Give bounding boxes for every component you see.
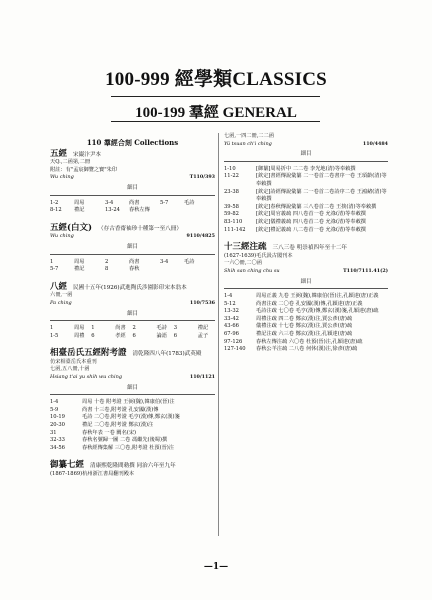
call-number: 9110/4825 bbox=[186, 233, 215, 240]
contents-entry: 3-4 毛詩 bbox=[160, 258, 195, 265]
contents-label: 細目 bbox=[127, 243, 138, 250]
entry-pa-ching bbox=[50, 281, 215, 341]
entry-romanization: Hsiang t'ai yu shih wu ching bbox=[50, 374, 123, 381]
entry-volumes: 一六〇冊,二〇函 bbox=[224, 260, 262, 267]
page-title: 100-999 經學類CLASSICS bbox=[105, 69, 327, 90]
contents-entry: 6 孝經 bbox=[91, 332, 126, 339]
call-number: 110/4484 bbox=[362, 140, 388, 147]
entry-name: 五經(白文) bbox=[50, 222, 93, 233]
entry-edition: 清康熙乾隆間勅撰 同治六年至九年 bbox=[90, 463, 176, 470]
contents-row: 59-82 [欽定]周官義疏 四八卷首一卷 允祿(清)等奉敕撰 bbox=[224, 211, 366, 218]
entry-header bbox=[50, 222, 215, 234]
call-number: 110/7536 bbox=[189, 299, 215, 306]
contents-entry: 2 尚書 bbox=[105, 258, 140, 265]
contents-label: 細目 bbox=[300, 278, 312, 285]
entry-volumes: 六冊,一函 bbox=[50, 292, 73, 299]
entry-header bbox=[50, 462, 215, 471]
contents-row: 67-96 禮記注疏 六三卷 鄭玄(漢)注,孔穎達(唐)疏 bbox=[224, 331, 353, 338]
entry-name: 八經 bbox=[50, 281, 68, 292]
entry-romanization: Wu ching bbox=[50, 174, 74, 181]
contents-entry: 6 孟子 bbox=[173, 332, 209, 339]
contents-row: 32-33 春秋名號歸一圖 二卷 馮繼先(後蜀)撰 bbox=[50, 437, 168, 444]
contents-row: 111-142 [欽定]禮記義疏 八二卷首一卷 允祿(清)等奉敕撰 bbox=[224, 226, 366, 233]
contents-entry: 3-4 尚書 bbox=[105, 199, 140, 206]
contents-row: 31 春秋年表 一卷 闕名(宋) bbox=[50, 429, 137, 436]
contents-entry: 13-24 春秋左傳 bbox=[105, 207, 150, 214]
divider bbox=[50, 254, 215, 255]
entry-romanization: Wu ching bbox=[50, 233, 74, 240]
entry-name: 十三經注疏 bbox=[224, 242, 267, 253]
entry-header bbox=[50, 281, 215, 293]
divider bbox=[224, 161, 388, 162]
page-number: —1— bbox=[203, 562, 229, 572]
contents-entry: 5-7 禮記 bbox=[50, 266, 85, 273]
entry-yu-tsuan-continued bbox=[224, 133, 388, 234]
contents-label: 細目 bbox=[127, 184, 138, 191]
contents-entry: 1-2 周易 bbox=[50, 199, 85, 206]
contents-row: 43-66 儀禮注疏 十七卷 鄭玄(漢)注,賈公彥(唐)疏 bbox=[224, 323, 353, 330]
entry-wu-ching-baiwen bbox=[50, 222, 215, 274]
contents-label: 細目 bbox=[127, 310, 138, 317]
entry-header bbox=[224, 244, 388, 253]
contents-row: 20-30 禮記 二〇卷,附考證 鄭玄(漢)注 bbox=[50, 422, 154, 429]
entry-note: (1867-1869)杭州浙江書局翻刊殿本 bbox=[50, 471, 135, 477]
contents-grid bbox=[50, 325, 215, 340]
contents-entry: 1 周易 bbox=[50, 258, 85, 265]
right-column bbox=[224, 133, 388, 364]
contents-row: 10-19 毛詩 二〇卷,附考證 毛亨(漢)傳,鄭玄(漢)箋 bbox=[50, 414, 180, 421]
contents-entry: 1 周易 bbox=[50, 325, 85, 332]
entry-romanization: Shih san ching chu su bbox=[224, 267, 280, 274]
call-number: T110/7111.41(2) bbox=[343, 267, 388, 274]
divider bbox=[50, 320, 215, 321]
contents-row: 13-32 毛詩注疏 七〇卷 毛亨(漢)傳,鄭玄(漢)箋,孔穎達(唐)疏 bbox=[224, 308, 379, 315]
contents-entry: 5-7 毛詩 bbox=[160, 199, 195, 206]
contents-entry: 1-5 周禮 bbox=[50, 332, 85, 339]
contents-grid bbox=[50, 200, 215, 215]
contents-row: 127-140 春秋公羊注疏 二八卷 何休(漢)注,徐彥(唐)疏 bbox=[224, 346, 358, 353]
top-rule bbox=[111, 96, 320, 97]
contents-row: 5-12 尚書注疏 二〇卷 孔安國(漢)傳,孔穎達(唐)正義 bbox=[224, 300, 363, 307]
entry-volumes: 七函,五八冊,十函 bbox=[50, 366, 90, 373]
contents-label: 細目 bbox=[127, 384, 138, 391]
entry-edition: 清乾隆四八年(1783)武英殿 bbox=[132, 351, 202, 358]
contents-label: 細目 bbox=[300, 151, 312, 158]
contents-entry: 1 尚書 bbox=[91, 325, 126, 332]
entry-romanization: Yü tsuan ch'i ching bbox=[224, 140, 272, 147]
contents-row: 1-4 周易 十卷 附考證 王弼(魏),韓康伯(晉)注 bbox=[50, 399, 175, 406]
entry-hsiang-tai bbox=[50, 350, 215, 452]
entry-edition: 民國十五年(1926)武進陶氏涉園影印宋本翁本 bbox=[73, 284, 187, 291]
entry-header bbox=[50, 350, 215, 359]
contents-entry: 8 春秋 bbox=[105, 266, 140, 273]
left-column bbox=[50, 133, 215, 489]
divider bbox=[50, 195, 215, 196]
contents-row: 97-126 春秋左傳注疏 六〇卷 杜預(晉)注,孔穎達(唐)疏 bbox=[224, 338, 363, 345]
entry-shih-san-ching bbox=[224, 244, 388, 354]
entry-edition: 宋巖汴尹本 bbox=[73, 151, 101, 158]
contents-row: 1-4 周易正義 九卷 王弼(魏),韓康伯(晉)注,孔穎達(唐)正義 bbox=[224, 293, 379, 300]
entry-volumes: 天Q.,二函第,二冊 bbox=[50, 159, 91, 166]
contents-row: 5-9 尚書 十三卷,附考證 孔安國(漢)傳 bbox=[50, 406, 159, 413]
contents-row: 1-10 [御纂]周易折中 二二卷 李光地(清)等奉敕撰 bbox=[224, 165, 356, 172]
entry-header bbox=[50, 148, 215, 160]
entry-volumes: 七函,一四二冊,二二函 bbox=[224, 133, 274, 139]
contents-entry: 3 禮記 bbox=[173, 325, 209, 332]
contents-grid bbox=[50, 259, 215, 274]
divider bbox=[224, 288, 388, 289]
contents-row: 83-110 [欽定]儀禮義疏 四八卷首二卷 允祿(清)等奉敕撰 bbox=[224, 218, 366, 225]
contents-row: 11-22 [欽定]書經傳說彙纂 二一卷首二卷書序一卷 王頊齡(清)等奉敕撰 bbox=[224, 173, 387, 187]
call-number: T110/393 bbox=[189, 174, 215, 181]
contents-row: 33-42 周禮注疏 四二卷 鄭玄(漢)注,賈公彥(唐)疏 bbox=[224, 315, 353, 322]
entry-wu-ching bbox=[50, 148, 215, 215]
section-title: 100-199 羣經 GENERAL bbox=[135, 105, 297, 121]
sub-heading: 110 羣經合刻 Collections bbox=[86, 138, 179, 147]
entry-name: 五經 bbox=[50, 148, 68, 159]
entry-name: 御纂七經 bbox=[50, 460, 85, 471]
entry-note: 仿宋相臺岳氏本重刊 bbox=[50, 358, 97, 365]
entry-edition: 三八三卷 明崇禎四年至十二年 bbox=[272, 245, 348, 252]
entry-note: 附註：有"孟宸御覽之寶"朱印 bbox=[50, 166, 118, 173]
entry-note: (1627-1639)毛氏汲古閣刊本 bbox=[224, 252, 293, 259]
column-divider bbox=[218, 133, 219, 536]
entry-yu-tsuan bbox=[50, 462, 215, 478]
contents-row: 23-38 [欽定]詩經傳說彙纂 二一卷首二卷詩序二卷 王鴻緒(清)等奉敕撰 bbox=[224, 188, 387, 203]
section-rule bbox=[111, 121, 320, 122]
call-number: 110/1121 bbox=[189, 374, 215, 381]
entry-edition: （存古香齋袖珍十種第一至八冊） bbox=[98, 225, 182, 232]
contents-entry: 6 論語 bbox=[132, 332, 167, 339]
divider bbox=[50, 394, 215, 395]
contents-row: 39-58 [欽定]春秋傳說彙纂 三八卷首二卷 王掞(清)等奉敕撰 bbox=[224, 203, 377, 210]
entry-romanization: Pa ching bbox=[50, 299, 72, 306]
contents-entry: 2 毛詩 bbox=[132, 325, 167, 332]
contents-row: 34-56 春秋經傳集解 三〇卷,附考證 杜預(晉)注 bbox=[50, 444, 174, 451]
entry-name: 相臺岳氏五經附考證 bbox=[50, 348, 127, 359]
contents-entry: 8-12 禮記 bbox=[50, 207, 85, 214]
